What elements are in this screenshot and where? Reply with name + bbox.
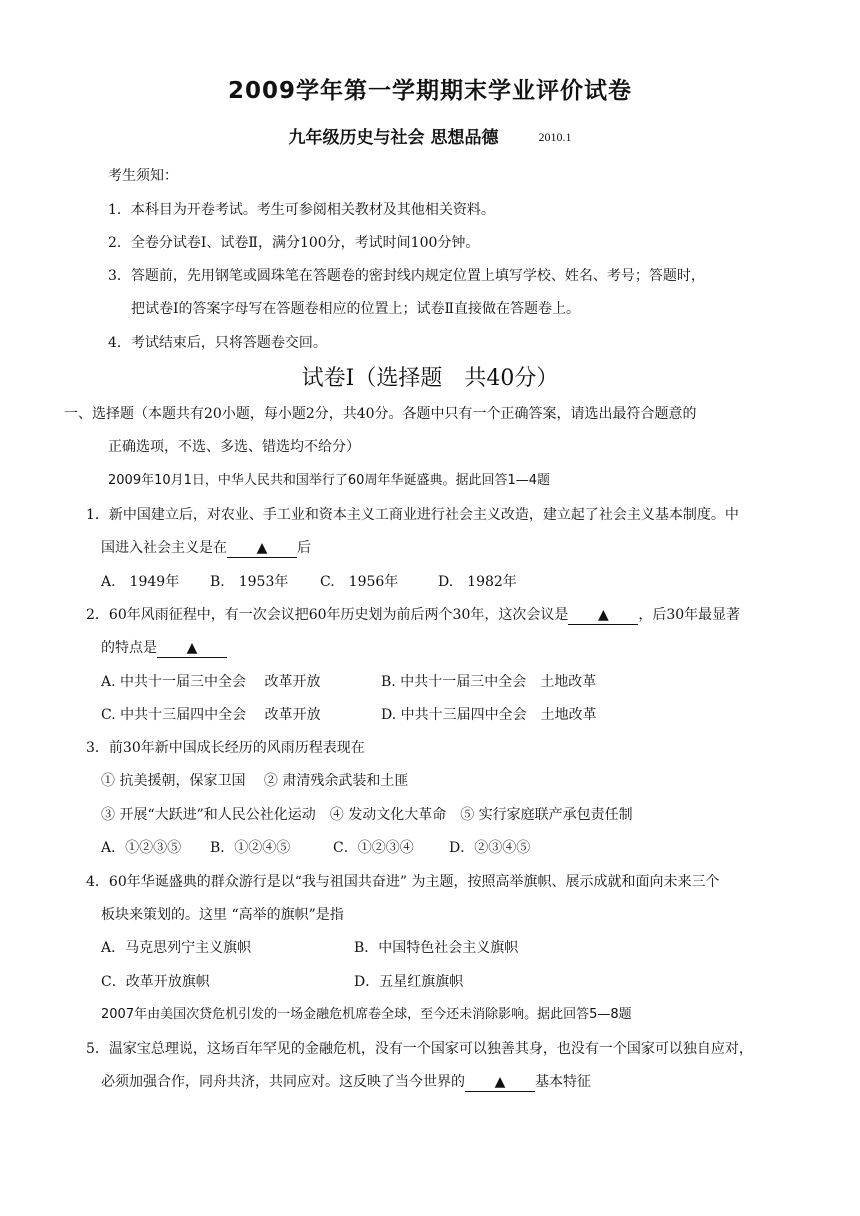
question-3-option-b: B．①②④⑤ xyxy=(210,840,291,856)
question-3-option-d: D．②③④⑤ xyxy=(449,840,531,856)
question-5-stem-cont xyxy=(101,1072,591,1092)
section-instruction: 正确选项，不选、多选、错选均不给分） xyxy=(108,439,360,455)
question-1-stem-cont xyxy=(101,538,311,558)
notice-item: 3．答题前，先用钢笔或圆珠笔在答题卷的密封线内规定位置上填写学校、姓名、考号；答题时， xyxy=(108,268,705,284)
notice-item: 把试卷Ⅰ的答案字母写在答题卷相应的位置上；试卷Ⅱ直接做在答题卷上。 xyxy=(131,301,581,317)
question-1-option-b: B. 1953年 xyxy=(210,574,289,590)
notice-item: 2．全卷分试卷Ⅰ、试卷Ⅱ，满分100分，考试时间100分钟。 xyxy=(108,235,480,251)
question-3-option-c: C．①②③④ xyxy=(333,840,414,856)
exam-subtitle xyxy=(0,123,860,148)
passage-intro: 2009年10月1日，中华人民共和国举行了60周年华诞盛典。据此回答1—4题 xyxy=(108,473,550,488)
question-2-option-a: A. 中共十一届三中全会 改革开放 xyxy=(101,674,321,690)
answer-blank: ▲ xyxy=(568,607,638,625)
exam-date: 2010.1 xyxy=(538,130,572,144)
question-2-option-b: B. 中共十一届三中全会 土地改革 xyxy=(381,674,597,690)
question-4-stem: 4．60年华诞盛典的群众游行是以“我与祖国共奋进” 为主题，按照高举旗帜、展示成就和面向未来三个 xyxy=(86,874,720,890)
answer-blank: ▲ xyxy=(227,540,297,558)
question-4-option-c: C．改革开放旗帜 xyxy=(101,974,210,990)
question-text: ，后30年最显著 xyxy=(638,607,741,623)
notice-heading: 考生须知： xyxy=(108,168,178,184)
question-text: 国进入社会主义是在 xyxy=(101,540,227,556)
question-4-stem-cont: 板块来策划的。这里 “高举的旗帜”是指 xyxy=(101,907,344,923)
question-text: 2．60年风雨征程中，有一次会议把60年历史划为前后两个30年，这次会议是 xyxy=(86,607,569,623)
passage-intro: 2007年由美国次贷危机引发的一场金融危机席卷全球，至今还未消除影响。据此回答5—8题 xyxy=(101,1007,632,1022)
subject-label: 九年级历史与社会 思想品德 xyxy=(288,128,499,148)
notice-item: 4．考试结束后，只将答题卷交回。 xyxy=(108,335,327,351)
question-2-stem xyxy=(86,605,740,625)
exam-title: 2009学年第一学期期末学业评价试卷 xyxy=(227,78,632,104)
question-5-stem: 5．温家宝总理说，这场百年罕见的金融危机，没有一个国家可以独善其身，也没有一个国家可以独自应对， xyxy=(86,1041,753,1057)
section-title: 试卷Ⅰ（选择题 共40分） xyxy=(301,366,559,391)
answer-blank: ▲ xyxy=(157,640,227,658)
question-2-option-d: D. 中共十三届四中全会 土地改革 xyxy=(381,707,597,723)
section-instruction: 一、选择题（本题共有20小题，每小题2分，共40分。各题中只有一个正确答案，请选出最符合题意的 xyxy=(64,406,697,422)
question-1-option-c: C. 1956年 xyxy=(320,574,399,590)
question-text: 后 xyxy=(297,540,311,556)
question-4-option-b: B．中国特色社会主义旗帜 xyxy=(354,940,519,956)
question-4-option-a: A．马克思列宁主义旗帜 xyxy=(101,940,252,956)
question-2-option-c: C. 中共十三届四中全会 改革开放 xyxy=(101,707,321,723)
question-text: 的特点是 xyxy=(101,640,157,656)
question-3-option-a: A．①②③⑤ xyxy=(101,840,182,856)
question-1-option-d: D. 1982年 xyxy=(438,574,517,590)
question-1-option-a: A. 1949年 xyxy=(101,574,180,590)
question-3-items: ① 抗美援朝，保家卫国 ② 肃清残余武装和土匪 xyxy=(101,773,409,789)
question-3-stem: 3．前30年新中国成长经历的风雨历程表现在 xyxy=(86,740,365,756)
notice-item: 1．本科目为开卷考试。考生可参阅相关教材及其他相关资料。 xyxy=(108,202,495,218)
question-2-stem-cont xyxy=(101,638,227,658)
question-3-items: ③ 开展“大跃进”和人民公社化运动 ④ 发动文化大革命 ⑤ 实行家庭联产承包责任制 xyxy=(101,807,633,823)
question-1-stem: 1．新中国建立后，对农业、手工业和资本主义工商业进行社会主义改造，建立起了社会主义基本制度。中 xyxy=(86,507,739,523)
question-4-option-d: D．五星红旗旗帜 xyxy=(354,974,464,990)
answer-blank: ▲ xyxy=(465,1074,535,1092)
question-text: 必须加强合作，同舟共济，共同应对。这反映了当今世界的 xyxy=(101,1074,465,1090)
question-text: 基本特征 xyxy=(535,1074,591,1090)
